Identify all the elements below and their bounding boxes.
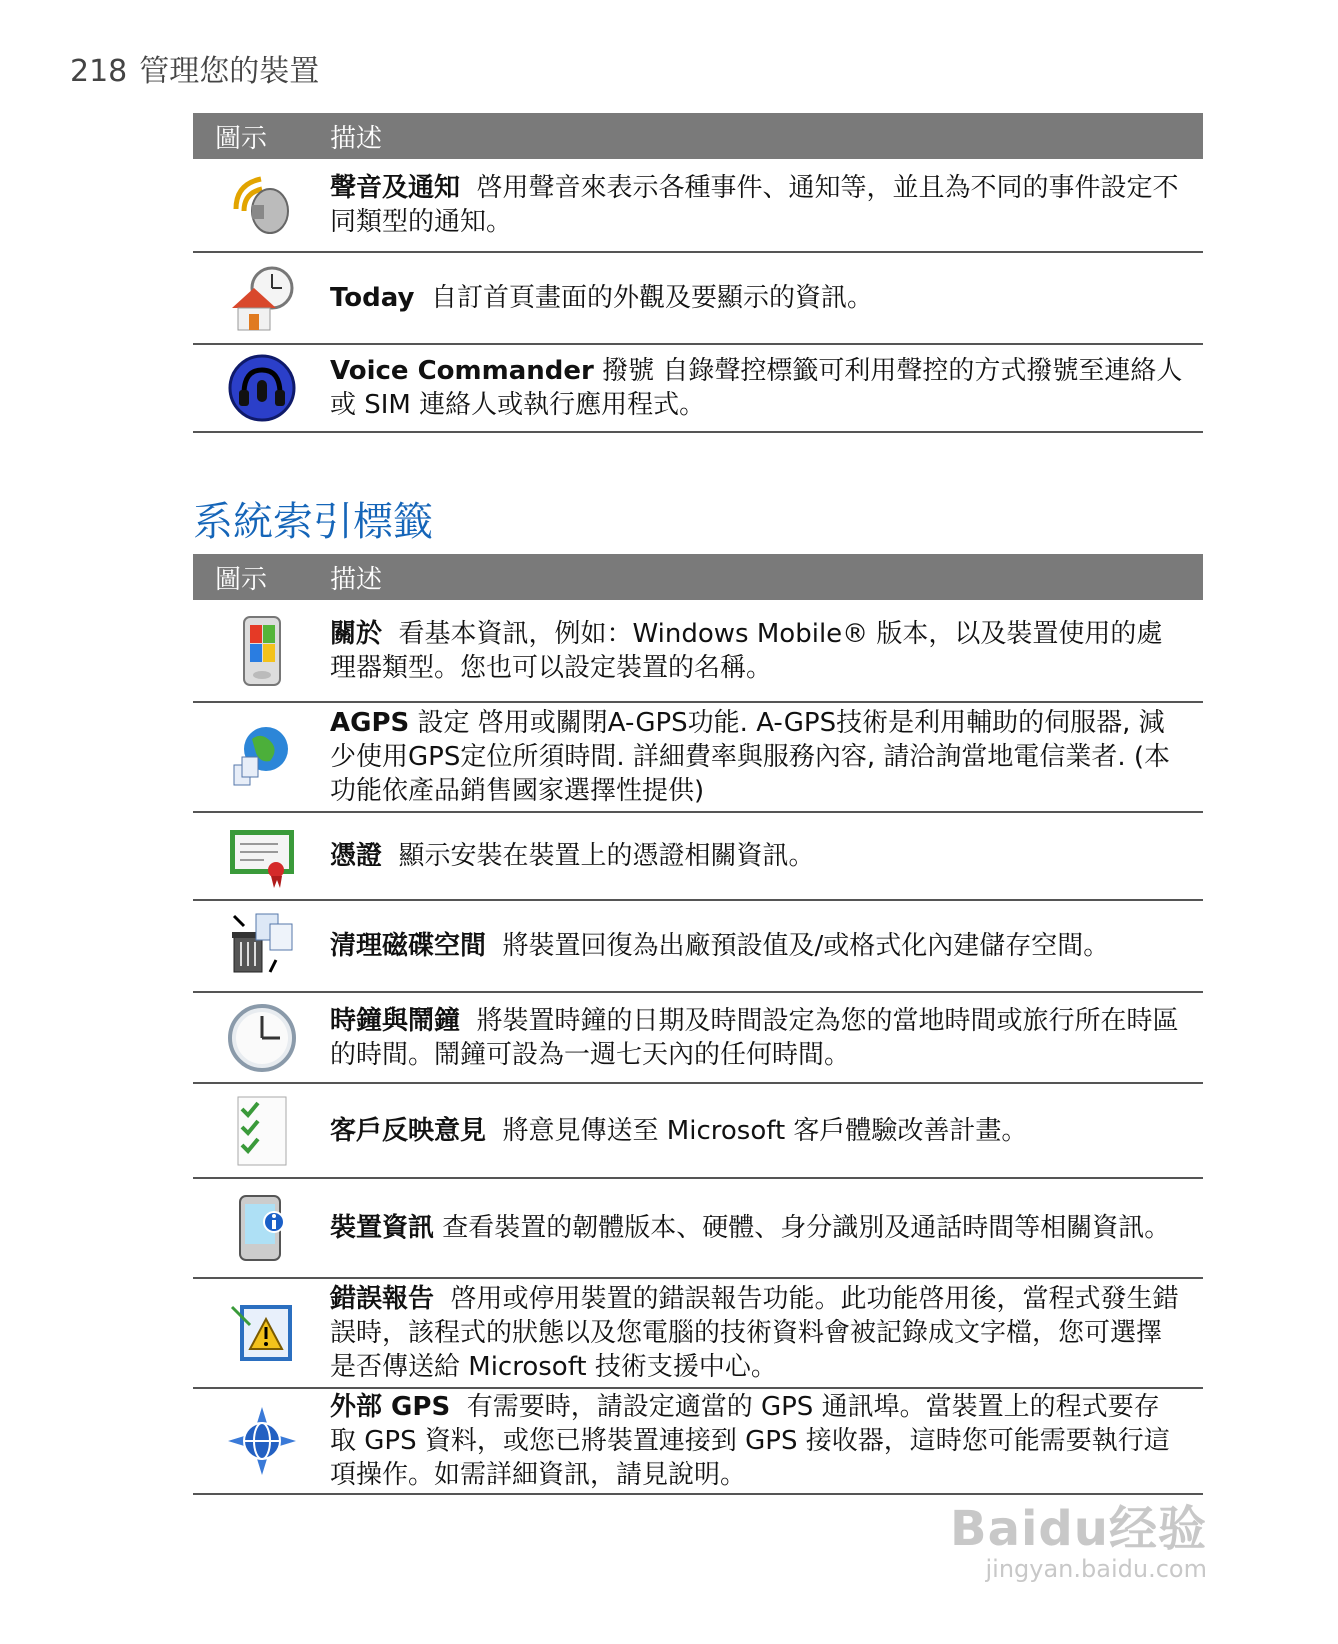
table-row [193, 1279, 1203, 1389]
item-desc: 啓用聲音來表示各種事件、通知等，並且為不同的事件設定不同類型的通知。 [330, 173, 1179, 237]
item-name: Voice Commander [330, 356, 594, 386]
item-desc: 看基本資訊，例如：Windows Mobile® 版本，以及裝置使用的處理器類型。您也可以設定裝置的名稱。 [330, 618, 1163, 683]
item-desc: 設定 啓用或關閉A-GPS功能. A-GPS技術是利用輔助的伺服器, 減少使用GPS定位所須時間. 詳細費率與服務內容, 請洽詢當地電信業者. (本功能依產品銷售國家選擇性提供) [330, 708, 1171, 806]
column-desc-header: 描述 [330, 123, 383, 154]
page-number: 218 [70, 54, 128, 89]
today-house-clock-icon [193, 262, 330, 334]
table-row [193, 1084, 1203, 1179]
column-icon-header: 圖示 [215, 123, 268, 154]
item-desc: 查看裝置的韌體版本、硬體、身分識別及通話時間等相關資訊。 [442, 1213, 1171, 1243]
table-row [193, 1179, 1203, 1279]
watermark-url: jingyan.baidu.com [985, 1555, 1207, 1583]
voice-commander-icon [193, 352, 330, 424]
item-name: 聲音及通知 [330, 173, 461, 203]
clock-icon [193, 1002, 330, 1074]
item-name: 錯誤報告 [330, 1284, 435, 1314]
table-row [193, 600, 1203, 703]
item-desc: 撥號 自錄聲控標籤可利用聲控的方式撥號至連絡人或 SIM 連絡人或執行應用程式。 [330, 356, 1183, 420]
table-header [193, 554, 1203, 600]
table-header [193, 113, 1203, 159]
item-desc: 將裝置時鐘的日期及時間設定為您的當地時間或旅行所在時區的時間。鬧鐘可設為一週七天內的任何時間。 [330, 1005, 1179, 1070]
section-title: 系統索引標籤 [193, 499, 433, 545]
table-row [193, 703, 1203, 813]
item-name: AGPS [330, 708, 410, 738]
table-row [193, 253, 1203, 345]
about-device-icon [193, 615, 330, 687]
chapter-title: 管理您的裝置 [139, 54, 320, 89]
sound-notification-icon [193, 169, 330, 241]
page-header [70, 46, 319, 90]
item-name: 關於 [330, 618, 383, 649]
item-desc: 自訂首頁畫面的外觀及要顯示的資訊。 [430, 283, 873, 313]
table-row [193, 901, 1203, 993]
settings-table-1 [193, 113, 1203, 433]
external-gps-icon [193, 1405, 330, 1477]
table-row [193, 993, 1203, 1084]
clear-storage-icon [193, 910, 330, 982]
watermark [950, 1490, 1207, 1583]
item-name: Today [330, 283, 415, 313]
table-row [193, 159, 1203, 253]
item-name: 時鐘與鬧鐘 [330, 1005, 461, 1036]
table-row [193, 345, 1203, 433]
error-report-icon [193, 1297, 330, 1369]
item-name: 裝置資訊 [330, 1213, 435, 1243]
device-info-icon [193, 1192, 330, 1264]
item-desc: 將裝置回復為出廠預設值及/或格式化內建儲存空間。 [502, 931, 1110, 961]
settings-table-2 [193, 554, 1203, 1495]
agps-globe-icon [193, 721, 330, 793]
table-row [193, 1389, 1203, 1495]
item-desc: 顯示安裝在裝置上的憑證相關資訊。 [398, 841, 815, 871]
feedback-checklist-icon [193, 1095, 330, 1167]
item-desc: 啓用或停用裝置的錯誤報告功能。此功能啓用後，當程式發生錯誤時，該程式的狀態以及您電腦的技術資料會被記錄成文字檔，您可選擇是否傳送給 Microsoft 技術支援中心。 [330, 1284, 1179, 1382]
item-name: 憑證 [330, 841, 383, 871]
item-name: 客戶反映意見 [330, 1115, 487, 1146]
item-desc: 有需要時，請設定適當的 GPS 通訊埠。當裝置上的程式要存取 GPS 資料，或您已將裝置連接到 GPS 接收器，這時您可能需要執行這項操作。如需詳細資訊，請見說明。 [330, 1392, 1170, 1490]
column-desc-header: 描述 [330, 564, 383, 595]
watermark-logo-text: Baidu经验 [950, 1501, 1207, 1557]
column-icon-header: 圖示 [215, 564, 268, 595]
table-row [193, 813, 1203, 901]
item-name: 外部 GPS [330, 1392, 451, 1422]
item-name: 清理磁碟空間 [330, 931, 487, 961]
item-desc: 將意見傳送至 Microsoft 客戶體驗改善計畫。 [502, 1115, 1028, 1146]
certificate-icon [193, 820, 330, 892]
